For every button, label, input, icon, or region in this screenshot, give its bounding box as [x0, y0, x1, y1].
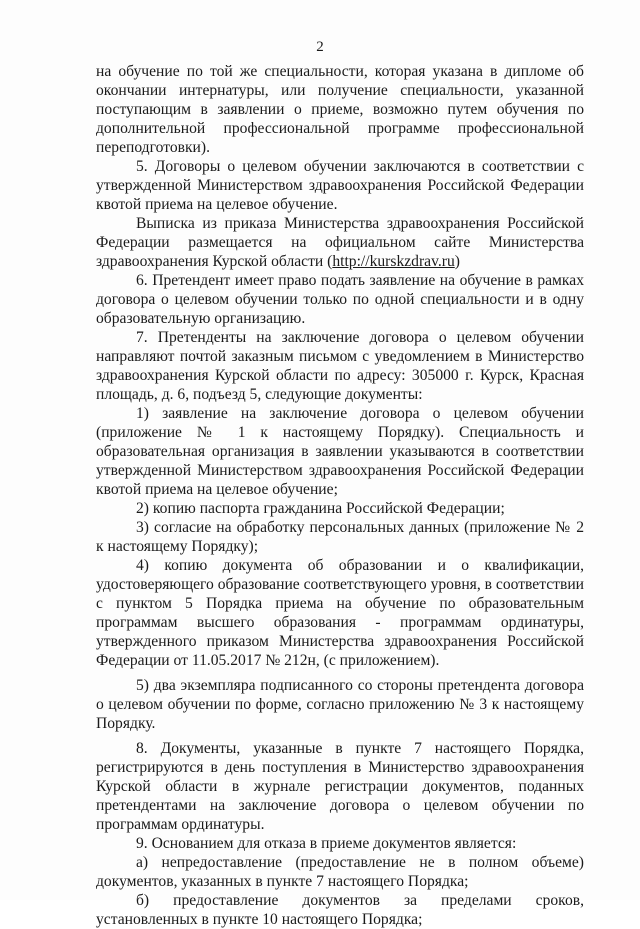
page-number: 2	[316, 39, 324, 55]
item-7-1: 1) заявление на заключение договора о целевом обучении (приложение № 1 к настоящему Порядку). Специальность и образовательная организация в заявлении указываются в соответствии утвержденной Министерством здравоохранения Российской Федерации квотой приема на целевое обучение;	[96, 405, 584, 498]
document-body	[96, 62, 584, 929]
item-7-2: 2) копию паспорта гражданина Российской Федерации;	[136, 500, 505, 517]
paragraph-8: 8. Документы, указанные в пункте 7 настоящего Порядка, регистрируются в день поступления в Министерство здравоохранения Курской области в журнале регистрации документов, поданных претендентами на заключение договора о целевом обучении по программам ординатуры.	[96, 740, 584, 833]
paragraph-continuation: на обучение по той же специальности, которая указана в дипломе об окончании интернатуры, или получение специальности, указанной поступающим в заявлении о приеме, возможно путем обучения по дополнительной профессиональной программе профессиональной переподготовки).	[96, 63, 584, 156]
item-9-b: б) предоставление документов за пределами сроков, установленных в пункте 10 настоящего Порядка;	[96, 892, 584, 928]
ministry-website-link[interactable]: http://kurskzdrav.ru	[332, 253, 455, 270]
item-9-a: а) непредоставление (предоставление не в полном объеме) документов, указанных в пункте 7 настоящего Порядка;	[96, 854, 584, 890]
order-extract-text: Выписка из приказа Министерства здравоохранения Российской Федерации размещается на официальном сайте Министерства здравоохранения Курской области (	[96, 215, 584, 270]
item-7-3: 3) согласие на обработку персональных данных (приложение № 2 к настоящему Порядку);	[96, 519, 584, 555]
paragraph-order-extract	[96, 214, 584, 271]
order-extract-close: )	[454, 253, 460, 270]
paragraph-5: 5. Договоры о целевом обучении заключаются в соответствии с утвержденной Министерством здравоохранения Российской Федерации квотой приема на целевое обучение.	[96, 158, 584, 213]
item-7-5: 5) два экземпляра подписанного со стороны претендента договора о целевом обучении по форме, согласно приложению № 3 к настоящему Порядку.	[96, 677, 584, 732]
paragraph-7: 7. Претенденты на заключение договора о целевом обучении направляют почтой заказным письмом с уведомлением в Министерство здравоохранения Курской области по адресу: 305000 г. Курск, Красная площадь, д. 6, подъезд 5, следующие документы:	[96, 329, 584, 403]
paragraph-6: 6. Претендент имеет право подать заявление на обучение в рамках договора о целевом обучении только по одной специальности и в одну образовательную организацию.	[96, 272, 584, 327]
paragraph-9: 9. Основанием для отказа в приеме документов является:	[136, 835, 517, 852]
item-7-4: 4) копию документа об образовании и о квалификации, удостоверяющего образование соответствующего уровня, в соответствии с пунктом 5 Порядка приема на обучение по образовательным программам высшего образования - программам ординатуры, утвержденного приказом Министерства здравоохранения Российской Федерации от 11.05.2017 № 212н, (с приложением).	[96, 557, 585, 669]
